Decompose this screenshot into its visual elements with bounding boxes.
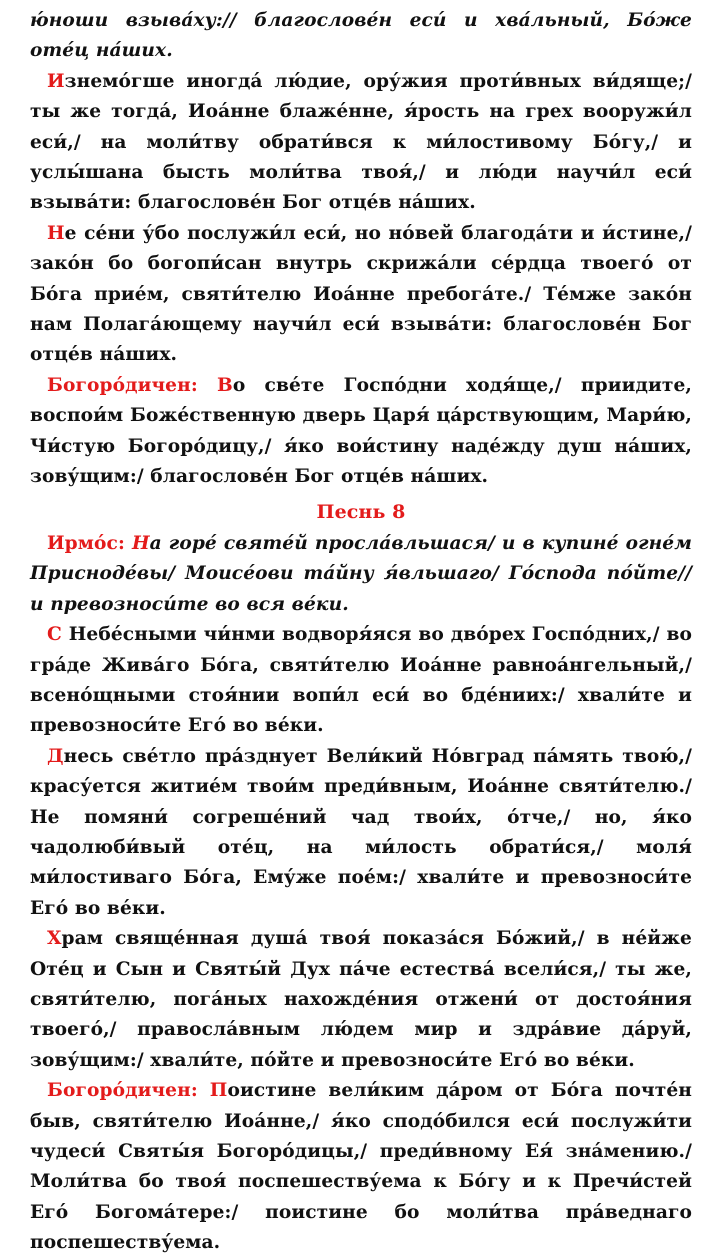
red-initial: С bbox=[47, 624, 62, 646]
song-heading: Песнь 8 bbox=[316, 500, 406, 523]
irmos-label: Ирмо́с: bbox=[47, 532, 132, 554]
red-initial: В bbox=[217, 374, 233, 396]
red-initial: Д bbox=[47, 745, 64, 767]
red-initial: Х bbox=[47, 928, 62, 950]
bogorodichen-label: Богоро́дичен: bbox=[47, 1080, 210, 1102]
paragraph-text: рам свяще́нная душа́ твоя́ показа́ся Бо́жий,/ в не́йже Оте́ц и Сын и Святы́й Дух па́че естества́ всели́ся,/ ты же, святи́телю, пога́ных нахожде́ния отжени́ от достоя́ния твоего́,/ правосла́вным лю́дем мир и здра́вие да́руй, зову́щим:/ хвали́те, по́йте и превозноси́те Его́ во ве́ки. bbox=[30, 928, 692, 1071]
paragraph-text: оистине вели́ким да́ром от Бо́га почте́н быв, святи́телю Иоа́нне,/ я́ко сподо́бился еси́ послужи́ти чудеси́ Святы́я Богоро́дицы,/ преди́вному Ея́ зна́мению./ Моли́тва бо твоя́ поспешеству́ема к Бо́гу и к Пречи́стей Его́ Богома́тере:/ поистине бо моли́тва пра́веднаго поспешеству́ема. bbox=[30, 1080, 693, 1254]
opening-line bbox=[30, 6, 692, 67]
paragraph-dnes bbox=[30, 742, 692, 924]
paragraph-text: Небе́сными чи́нми водворя́яся во дво́рех Госпо́дних,/ во гра́де Жива́го Бо́га, святи́телю Иоа́нне равноа́нгельный,/ всено́щными стоя́нии вопи́л еси́ во бде́ниих:/ хвали́те и превозноси́те Его́ во ве́ки. bbox=[30, 624, 692, 737]
bogorodichen-label: Богоро́дичен: bbox=[47, 374, 217, 396]
red-initial: И bbox=[47, 70, 65, 92]
irmos-text: а горе́ святе́й просла́вльшася/ и в купине́ огне́м Присноде́вы/ Моисе́ови та́йну я́вльшаго/ Го́спода по́йте// и превозноси́те во вся ве́ки. bbox=[30, 532, 693, 615]
paragraph-ne-seni bbox=[30, 219, 692, 371]
paragraph-nebesnymi bbox=[30, 620, 692, 742]
paragraph-hram bbox=[30, 924, 692, 1076]
paragraph-bogorodichen-2 bbox=[30, 1076, 692, 1258]
irmos-paragraph bbox=[30, 529, 692, 620]
paragraph-izn bbox=[30, 67, 692, 219]
opening-text: ю́ноши взыва́ху:// благослове́н еси́ и хва́льный, Бо́же оте́ц на́ших. bbox=[30, 10, 692, 62]
paragraph-text: е се́ни у́бо послужи́л еси́, но но́вей благода́ти и и́стине,/ зако́н бо богопи́сан внутрь скрижа́ли се́рдца твоего́ от Бо́га прие́м, святи́телю Иоа́нне пребога́те./ Те́мже зако́н нам Полага́ющему научи́л еси́ взыва́ти: благослове́н Бог отце́в на́ших. bbox=[30, 222, 692, 366]
paragraph-text: о све́те Госпо́дни ходя́ще,/ приидите, воспои́м Боже́ственную дверь Царя́ ца́рствующим, Мари́ю, Чи́стую Богоро́дицу,/ я́ко вои́стину наде́жду душ на́ших, зову́щим:/ благослове́н Бог отце́в на́ших. bbox=[30, 374, 692, 488]
red-initial: П bbox=[209, 1080, 228, 1102]
paragraph-text: знемо́гше иногда́ лю́дие, ору́жия проти́вных ви́дяще;/ ты же тогда́, Иоа́нне блаже́нне, я́рость на грех вооружи́л еси́,/ на моли́тву обрати́вся к ми́лостивому Бо́гу,/ и услы́шана бысть моли́тва твоя́,/ и лю́ди научи́л еси́ взыва́ти: благослове́н Бог отце́в на́ших. bbox=[30, 70, 692, 214]
red-initial: Н bbox=[131, 532, 150, 554]
paragraph-text: несь све́тло пра́зднует Вели́кий Но́вград па́мять твою́,/ красу́ется житие́м твои́м преди́вным, Иоа́нне святи́телю./ Не помяни́ согреше́ний чад твои́х, о́тче,/ но, я́ко чадолюби́вый оте́ц, на ми́лость обрати́ся,/ моля́ ми́лостиваго Бо́га, Ему́же пое́м:/ хвали́те и превозноси́те Его́ во ве́ки. bbox=[30, 745, 692, 919]
paragraph-bogorodichen-1 bbox=[30, 371, 692, 493]
red-initial: Н bbox=[47, 222, 65, 244]
